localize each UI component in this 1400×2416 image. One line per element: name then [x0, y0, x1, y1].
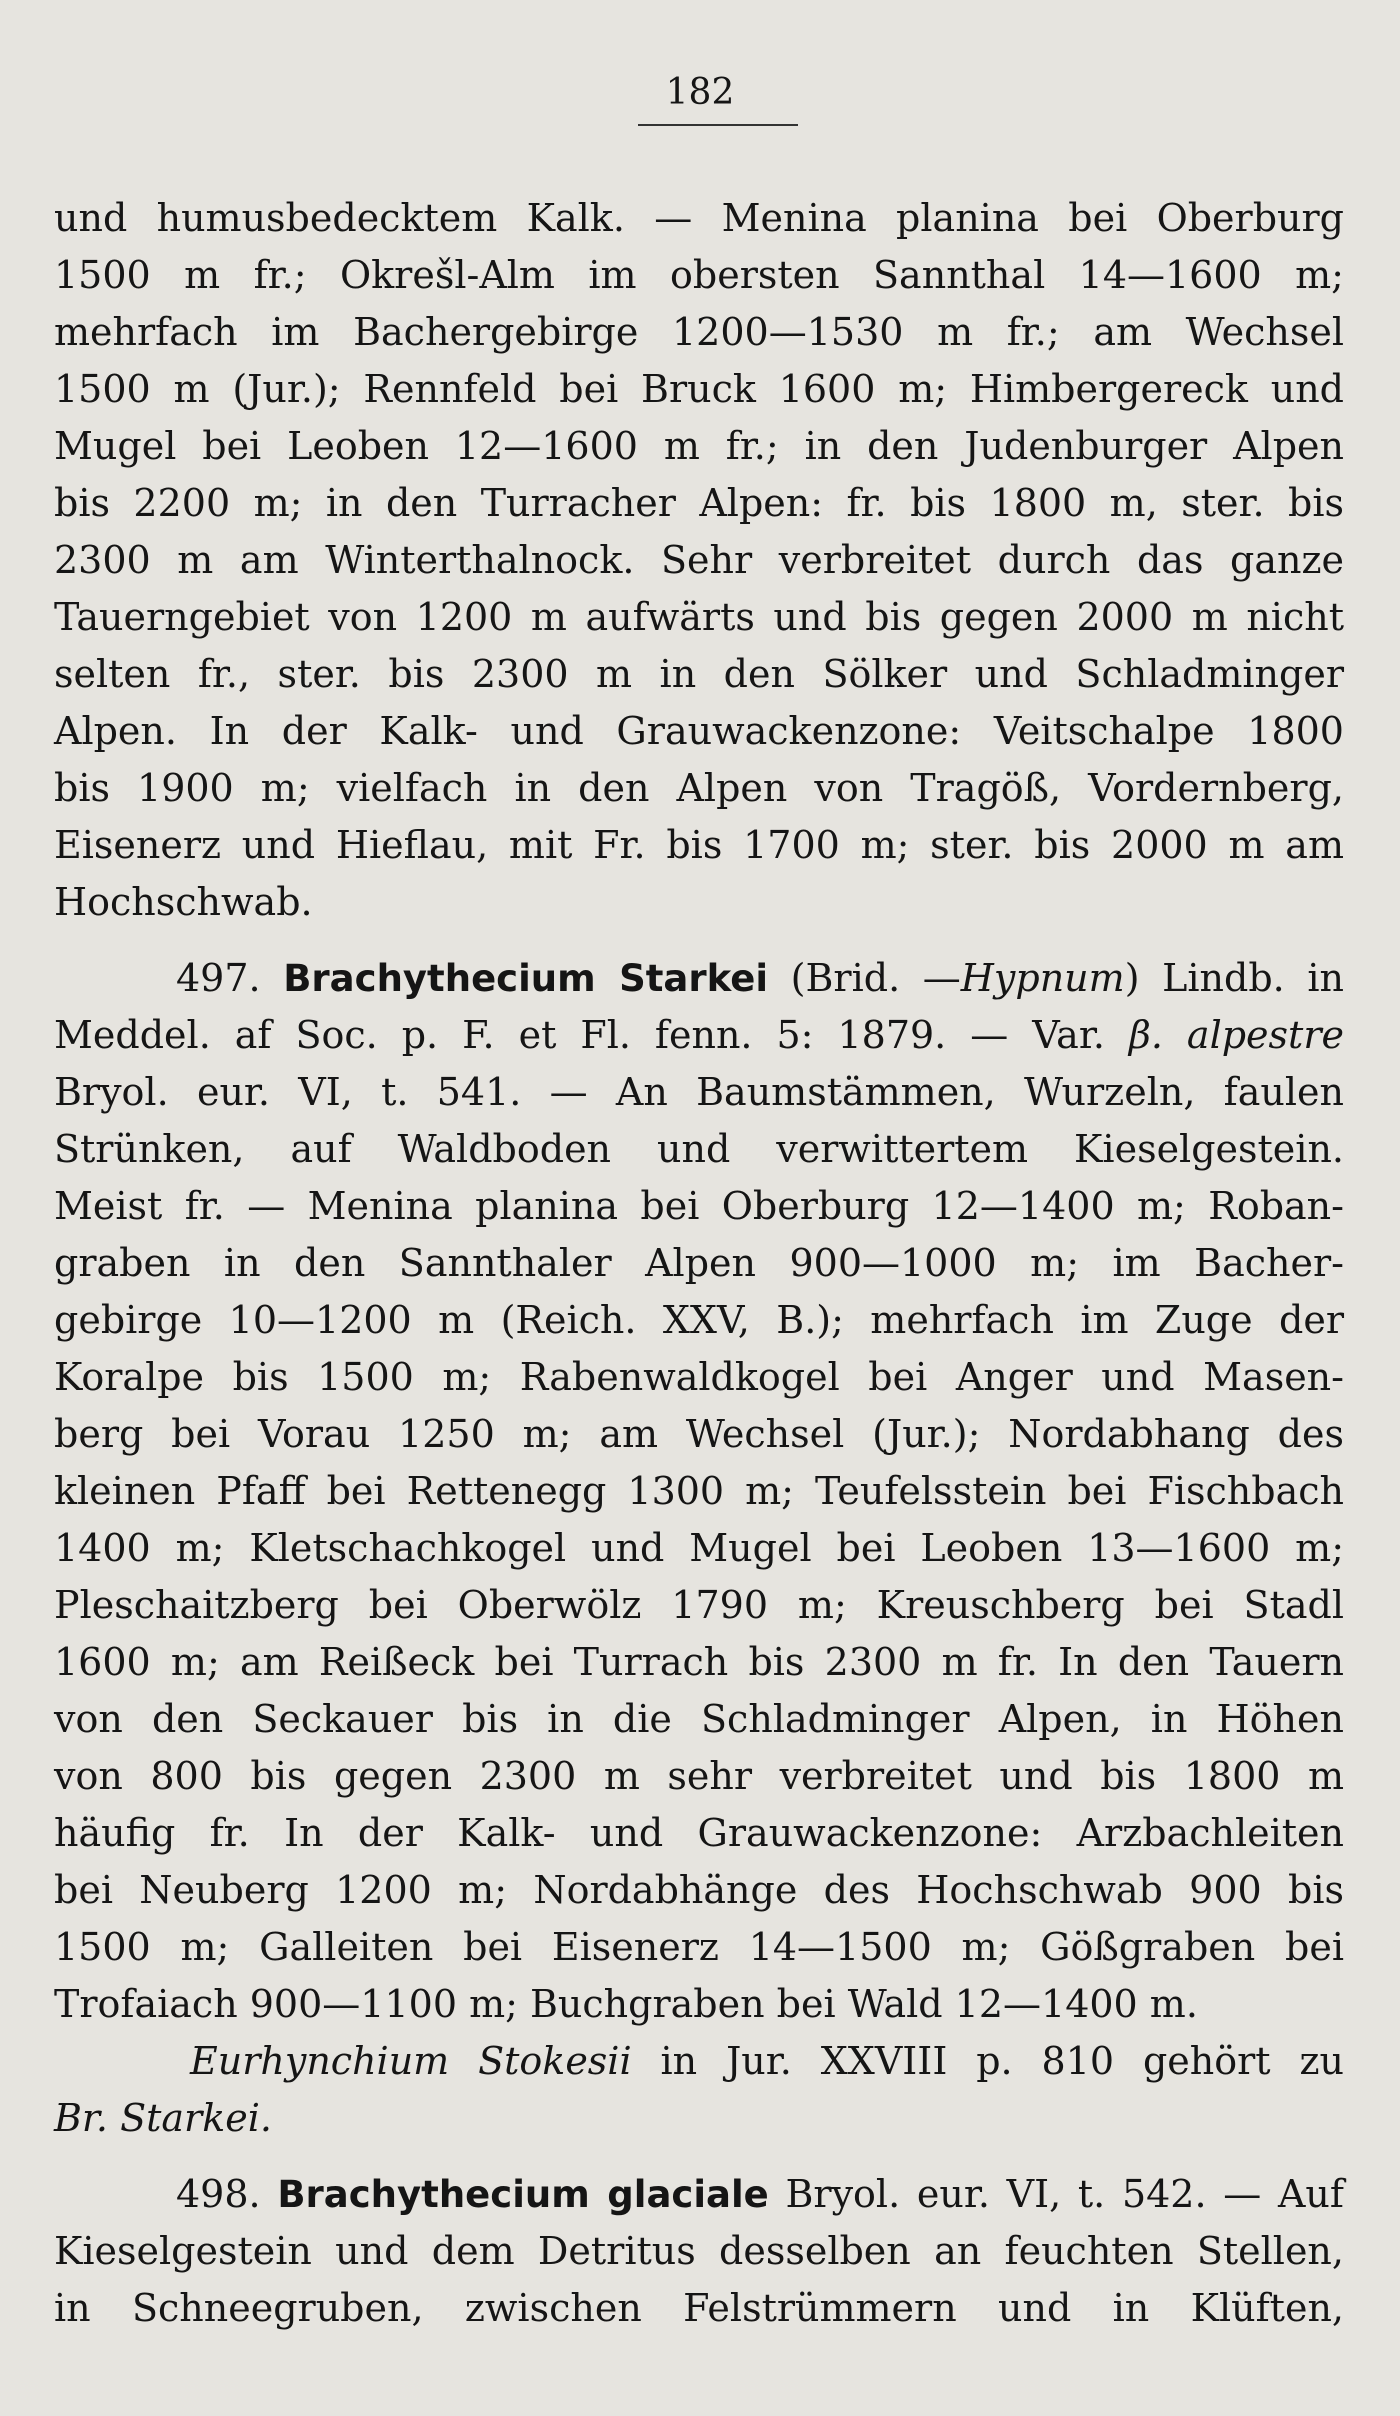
text-line: 1500 m (Jur.); Rennfeld bei Bruck 1600 m; Himbergereck und [54, 367, 1344, 411]
text-line: Eisenerz und Hieflau, mit Fr. bis 1700 m; ster. bis 2000 m am [54, 823, 1344, 867]
citation: Bryol. eur. VI, t. 542. — Auf [785, 2172, 1344, 2216]
entry-number: 497. [176, 956, 261, 1000]
entry-497-heading [54, 950, 1344, 1006]
text-line: selten fr., ster. bis 2300 m in den Sölker und Schladminger [54, 652, 1344, 696]
text-line: graben in den Sannthaler Alpen 900—1000 m; im Bacher- [54, 1241, 1344, 1285]
text-line: 1400 m; Kletschachkogel und Mugel bei Leoben 13—1600 m; [54, 1526, 1344, 1570]
text-line: von 800 bis gegen 2300 m sehr verbreitet und bis 1800 m [54, 1754, 1344, 1798]
text-line: von den Seckauer bis in die Schladminger Alpen, in Höhen [54, 1697, 1344, 1741]
text-line: Koralpe bis 1500 m; Rabenwaldkogel bei Anger und Masen- [54, 1355, 1344, 1399]
text-line: Strünken, auf Waldboden und verwittertem Kieselgestein. [54, 1127, 1344, 1171]
entry-497-line [54, 1007, 1344, 1063]
page-number: 182 [665, 72, 735, 113]
variety-name: β. alpestre [1128, 1013, 1344, 1057]
authority-cont: ) Lindb. in [1124, 956, 1344, 1000]
text-line: berg bei Vorau 1250 m; am Wechsel (Jur.); Nordabhang des [54, 1412, 1344, 1456]
text-line: Pleschaitzberg bei Oberwölz 1790 m; Kreuschberg bei Stadl [54, 1583, 1344, 1627]
text-line: 1500 m; Galleiten bei Eisenerz 14—1500 m; Gößgraben bei [54, 1925, 1344, 1969]
note-taxon: Eurhynchium Stokesii [190, 2039, 632, 2083]
text-line: bis 1900 m; vielfach in den Alpen von Tragöß, Vordernberg, [54, 766, 1344, 810]
text-line: kleinen Pfaff bei Rettenegg 1300 m; Teufelsstein bei Fischbach [54, 1469, 1344, 1513]
species-name: Brachythecium glaciale [277, 2173, 769, 2216]
citation: Meddel. af Soc. p. F. et Fl. fenn. 5: 1879. — Var. [54, 1013, 1105, 1057]
text-line: Kieselgestein und dem Detritus desselben an feuchten Stellen, [54, 2229, 1344, 2273]
text-line: 2300 m am Winterthalnock. Sehr verbreitet durch das ganze [54, 538, 1344, 582]
text-line: Tauerngebiet von 1200 m aufwärts und bis gegen 2000 m nicht [54, 595, 1344, 639]
entry-497-note [54, 2033, 1344, 2089]
note-text: in Jur. XXVIII p. 810 gehört zu [660, 2039, 1344, 2083]
authority: (Brid. — [790, 956, 961, 1000]
note-line: Br. Starkei. [54, 2096, 272, 2140]
synonym-genus: Hypnum [960, 956, 1125, 1000]
entry-498-heading [54, 2166, 1344, 2222]
species-name: Brachythecium Starkei [283, 957, 769, 1000]
text-line: Alpen. In der Kalk- und Grauwackenzone: Veitschalpe 1800 [54, 709, 1344, 753]
text-line: 1500 m fr.; Okrešl-Alm im obersten Sannthal 14—1600 m; [54, 253, 1344, 297]
header-rule [638, 124, 798, 126]
text-line: bis 2200 m; in den Turracher Alpen: fr. bis 1800 m, ster. bis [54, 481, 1344, 525]
text-line: Meist fr. — Menina planina bei Oberburg 12—1400 m; Roban- [54, 1184, 1344, 1228]
text-line: häufig fr. In der Kalk- und Grauwackenzone: Arzbachleiten [54, 1811, 1344, 1855]
text-line: 1600 m; am Reißeck bei Turrach bis 2300 m fr. In den Tauern [54, 1640, 1344, 1684]
entry-number: 498. [176, 2172, 261, 2216]
text-line: Bryol. eur. VI, t. 541. — An Baumstämmen, Wurzeln, faulen [54, 1070, 1344, 1114]
text-line: bei Neuberg 1200 m; Nordabhänge des Hochschwab 900 bis [54, 1868, 1344, 1912]
text-line: in Schneegruben, zwischen Felstrümmern und in Klüften, [54, 2286, 1344, 2330]
text-line: gebirge 10—1200 m (Reich. XXV, B.); mehrfach im Zuge der [54, 1298, 1344, 1342]
text-line: mehrfach im Bachergebirge 1200—1530 m fr.; am Wechsel [54, 310, 1344, 354]
text-line: Mugel bei Leoben 12—1600 m fr.; in den Judenburger Alpen [54, 424, 1344, 468]
text-line: Trofaiach 900—1100 m; Buchgraben bei Wald 12—1400 m. [54, 1982, 1198, 2026]
text-line: Hochschwab. [54, 880, 313, 924]
text-line: und humusbedecktem Kalk. — Menina planina bei Oberburg [54, 196, 1344, 240]
